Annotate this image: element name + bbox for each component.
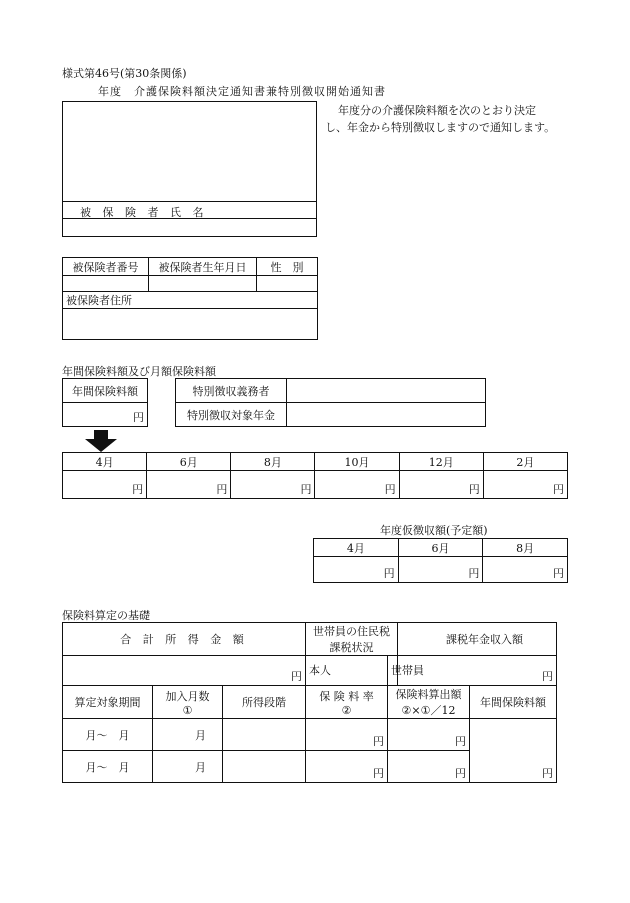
basis-title: 保険料算定の基礎 [62, 609, 150, 622]
month-header: 10月 [315, 453, 399, 471]
sex-value [257, 276, 318, 292]
month-header: 12月 [399, 453, 483, 471]
month-amount: 円 [315, 471, 399, 499]
period-value: 月～ 月 [63, 751, 153, 783]
month-amount: 円 [398, 557, 483, 583]
months-enrolled-header [153, 686, 223, 719]
calc-value: 円 [388, 751, 470, 783]
obligor-value [287, 379, 486, 403]
income-level-value [223, 719, 306, 751]
period-value: 月～ 月 [63, 719, 153, 751]
annual-premium-result: 円 [470, 719, 557, 783]
circle-two: ② [341, 703, 352, 717]
sex-label: 性 別 [257, 258, 318, 276]
taxable-pension-value: 円 [398, 656, 557, 686]
provisional-title: 年度仮徴収額(予定額) [380, 524, 488, 537]
divider [63, 218, 316, 219]
insured-number-value [63, 276, 149, 292]
divider [63, 201, 316, 202]
month-header: 4月 [63, 453, 147, 471]
special-collection-box [175, 378, 486, 427]
month-header: 8月 [231, 453, 315, 471]
provisional-table [313, 538, 568, 583]
month-header: 8月 [483, 539, 568, 557]
obligor-label: 特別徴収義務者 [176, 379, 287, 403]
target-pension-value [287, 403, 486, 427]
basis-table [62, 622, 557, 783]
total-income-value: 円 [63, 656, 306, 686]
document-title: 年度 介護保険料額決定通知書兼特別徴収開始通知書 [98, 85, 386, 98]
taxable-pension-label: 課税年金収入額 [398, 623, 557, 656]
rate-header [306, 686, 388, 719]
month-amount: 円 [314, 557, 399, 583]
month-header: 6月 [398, 539, 483, 557]
income-level-value [223, 751, 306, 783]
household-member-label: 世帯員 [388, 656, 398, 686]
months-value: 月 [153, 751, 223, 783]
calc-formula: ②×①／12 [401, 704, 456, 717]
recipient-name-box [62, 101, 317, 237]
month-header: 4月 [314, 539, 399, 557]
rate-label: 保 険 料 率 [319, 689, 374, 703]
month-amount: 円 [483, 557, 568, 583]
months-enrolled-label: 加入月数 [165, 689, 210, 703]
month-amount: 円 [483, 471, 567, 499]
household-tax-label: 世帯員の住民税課税状況 [306, 623, 398, 656]
address-value [63, 309, 318, 340]
annual-section-title: 年間保険料額及び月額保険料額 [62, 365, 216, 378]
calc-value: 円 [388, 719, 470, 751]
self-label: 本人 [306, 656, 388, 686]
birthdate-label: 被保険者生年月日 [149, 258, 257, 276]
period-label: 算定対象期間 [63, 686, 153, 719]
down-arrow-icon [85, 430, 117, 452]
rate-value: 円 [306, 719, 388, 751]
target-pension-label: 特別徴収対象年金 [176, 403, 287, 427]
annual-premium-value: 円 [63, 403, 148, 427]
intro-line-2: し、年金から特別徴収しますので通知します。 [325, 121, 556, 134]
calc-label: 保険料算出額 [395, 688, 462, 701]
address-label: 被保険者住所 [63, 292, 318, 309]
annual-premium-header: 年間保険料額 [470, 686, 557, 719]
calc-header [388, 686, 470, 719]
birthdate-value [149, 276, 257, 292]
month-amount: 円 [63, 471, 147, 499]
insured-info-table [62, 257, 318, 340]
months-value: 月 [153, 719, 223, 751]
month-amount: 円 [231, 471, 315, 499]
circle-one: ① [182, 703, 193, 717]
intro-line-1: 年度分の介護保険料額を次のとおり決定 [338, 104, 536, 117]
month-amount: 円 [399, 471, 483, 499]
insured-name-label: 被 保 険 者 氏 名 [80, 206, 208, 219]
rate-value: 円 [306, 751, 388, 783]
month-header: 6月 [147, 453, 231, 471]
annual-premium-box [62, 378, 148, 427]
annual-premium-label: 年間保険料額 [63, 379, 148, 403]
total-income-label: 合 計 所 得 金 額 [63, 623, 306, 656]
form-number: 様式第46号(第30条関係) [62, 67, 187, 80]
income-level-label: 所得段階 [223, 686, 306, 719]
month-header: 2月 [483, 453, 567, 471]
month-amount: 円 [147, 471, 231, 499]
insured-number-label: 被保険者番号 [63, 258, 149, 276]
monthly-premium-table [62, 452, 568, 499]
